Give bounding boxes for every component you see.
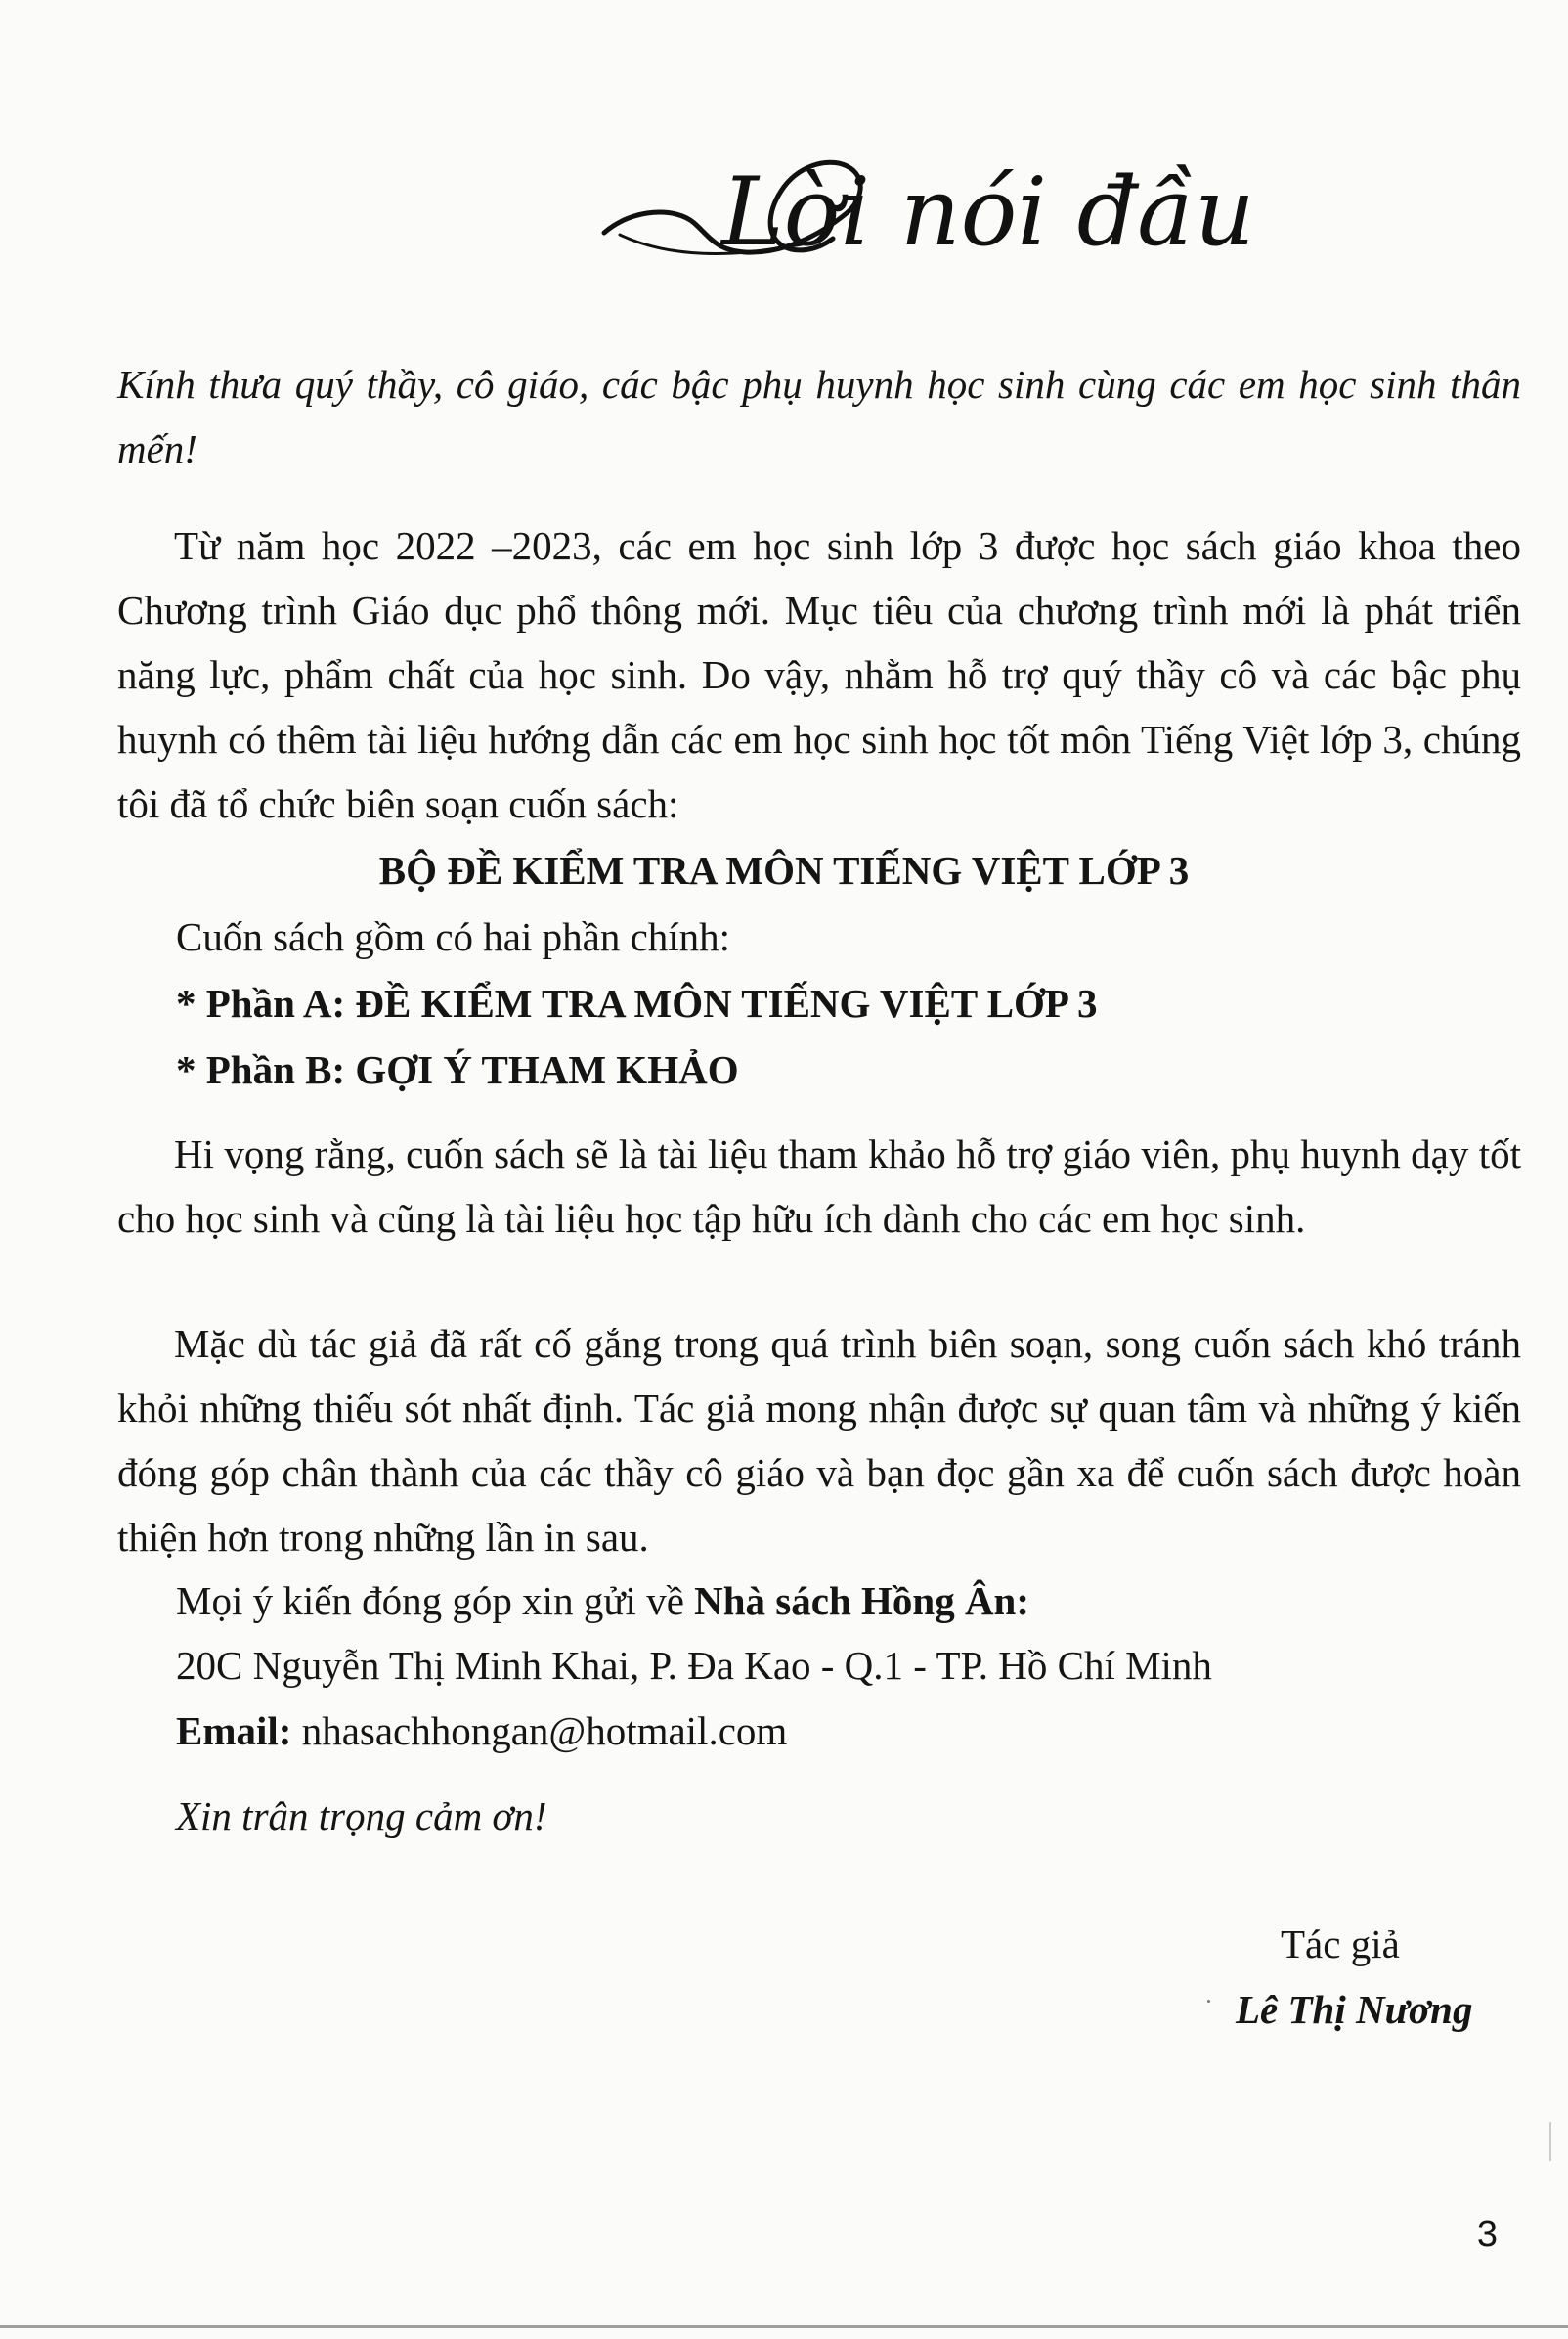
email-label: Email: [176, 1708, 292, 1753]
address-line: 20C Nguyễn Thị Minh Khai, P. Đa Kao - Q.1 - TP. Hồ Chí Minh [176, 1643, 1212, 1688]
page-number: 3 [1476, 2214, 1498, 2255]
part-b-line: * Phần B: GỢI Ý THAM KHẢO [176, 1047, 739, 1092]
scan-edge-mark [1549, 2122, 1551, 2161]
apology-paragraph: Mặc dù tác giả đã rất cố gắng trong quá trình biên soạn, song cuốn sách khó tránh khỏi những thiếu sót nhất định. Tác giả mong nhận được sự quan tâm và những ý kiến đóng góp chân thành của các thầy cô giáo và bạn đọc gần xa để cuốn sách được hoàn thiện hơn trong những lần in sau. [117, 1321, 1521, 1560]
script-title-art [587, 117, 1255, 284]
contact-prefix: Mọi ý kiến đóng góp xin gửi về [176, 1578, 695, 1623]
book-title: BỘ ĐỀ KIỂM TRA MÔN TIẾNG VIỆT LỚP 3 [378, 848, 1190, 893]
email-address: nhasachhongan@hotmail.com [291, 1708, 788, 1753]
scan-speck [1207, 2000, 1210, 2003]
intro-paragraph: Từ năm học 2022 –2023, các em học sinh lớp 3 được học sách giáo khoa theo Chương trình Giáo dục phổ thông mới. Mục tiêu của chương trình mới là phát triển năng lực, phẩm chất của học sinh. Do vậy, nhằm hỗ trợ quý thầy cô và các bậc phụ huynh có thêm tài liệu hướng dẫn các em học sinh học tốt môn Tiếng Việt lớp 3, chúng tôi đã tổ chức biên soạn cuốn sách: [117, 523, 1521, 826]
page-bottom-edge [0, 2325, 1568, 2328]
publisher-name: Nhà sách Hồng Ân: [694, 1578, 1030, 1623]
author-label: Tác giả [1281, 1921, 1400, 1966]
part-a-line: * Phần A: ĐỀ KIỂM TRA MÔN TIẾNG VIỆT LỚP 3 [176, 981, 1098, 1026]
contact-line [176, 1568, 1029, 1633]
page-title [587, 117, 1255, 284]
email-line [176, 1699, 787, 1763]
thanks-line: Xin trân trọng cảm ơn! [176, 1793, 547, 1838]
title-text: Lời nói đầu [721, 157, 1255, 267]
parts-intro: Cuốn sách gồm có hai phần chính: [176, 914, 731, 959]
author-name: Lê Thị Nương [1236, 1987, 1473, 2032]
hope-paragraph: Hi vọng rằng, cuốn sách sẽ là tài liệu tham khảo hỗ trợ giáo viên, phụ huynh dạy tốt cho học sinh và cũng là tài liệu học tập hữu ích dành cho các em học sinh. [117, 1131, 1521, 1241]
greeting-paragraph: Kính thưa quý thầy, cô giáo, các bậc phụ huynh học sinh cùng các em học sinh thân mến! [117, 362, 1521, 471]
